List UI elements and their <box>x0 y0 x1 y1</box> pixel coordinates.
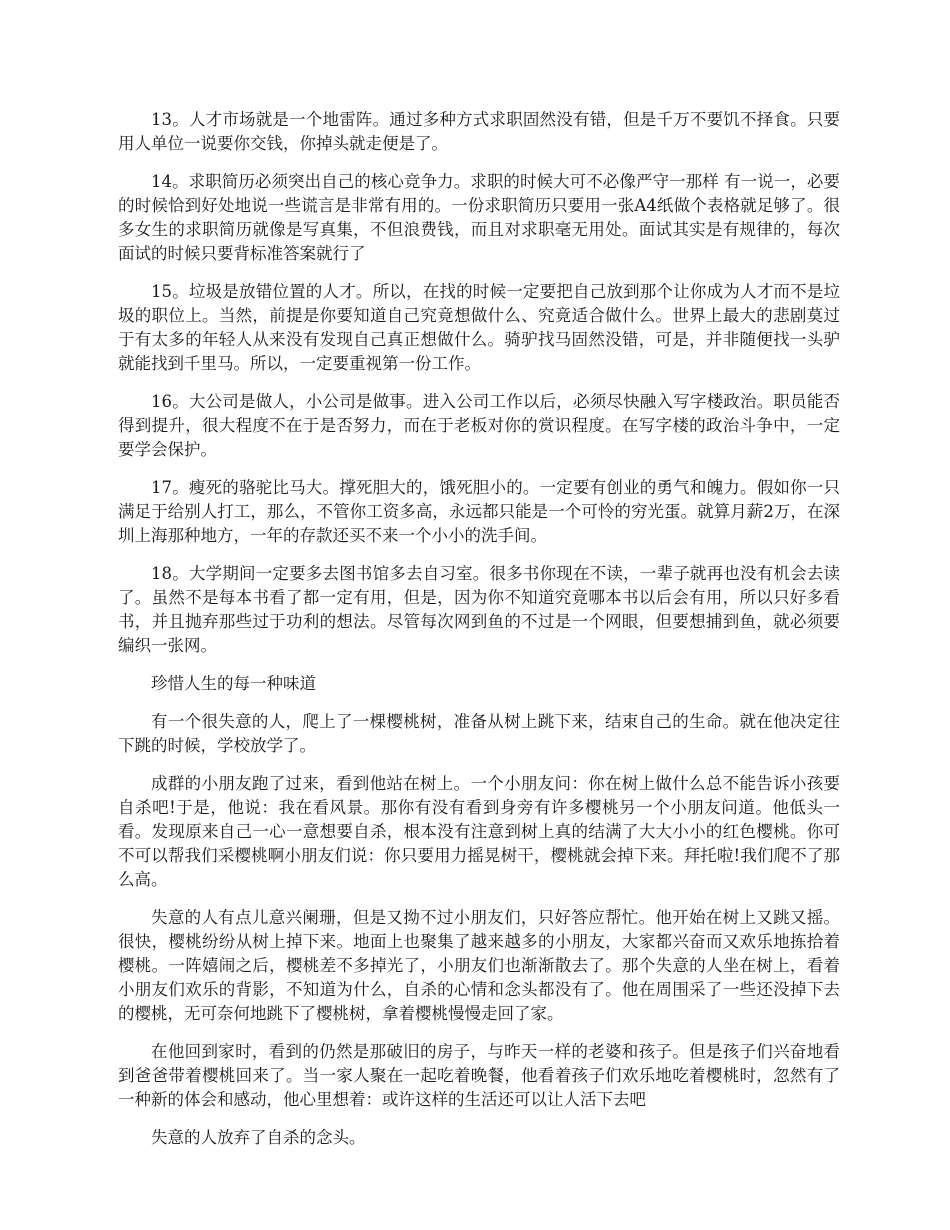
section-heading: 珍惜人生的每一种味道 <box>151 674 316 693</box>
paragraph-item-18: 18。大学期间一定要多去图书馆多去自习室。很多书你现在不读，一辈子就再也没有机会去读了。虽然不是每本书看了都一定有用，但是，因为你不知道究竟哪本书以后会有用，所以只好多看书，并且抛弃那些过于功利的想法。尽管每次网到鱼的不过是一个网眼，但要想捕到鱼，就必须要编织一张网。 <box>118 564 840 655</box>
document-page <box>118 108 840 1164</box>
paragraph-item-14: 14。求职简历必须突出自己的核心竞争力。求职的时候大可不必像严守一那样 有一说一，必要的时候恰到好处地说一些谎言是非常有用的。一份求职简历只要用一张A4纸做个表格就足够了。很多女生的求职简历就像是写真集，不但浪费钱，而且对求职毫无用处。面试其实是有规律的，每次面试的时候只要背标准答案就行了 <box>118 172 840 263</box>
story-paragraph-5: 失意的人放弃了自杀的念头。 <box>151 1128 366 1147</box>
paragraph-item-15: 15。垃圾是放错位置的人才。所以，在找的时候一定要把自己放到那个让你成为人才而不是垃圾的职位上。当然，前提是你要知道自己究竟想做什么、究竟适合做什么。世界上最大的悲剧莫过于有太多的年轻人从来没有发现自己真正想做什么。骑驴找马固然没错，可是，并非随便找一头驴就能找到千里马。所以，一定要重视第一份工作。 <box>118 282 840 373</box>
paragraph-item-13: 13。人才市场就是一个地雷阵。通过多种方式求职固然没有错，但是千万不要饥不择食。只要用人单位一说要你交钱，你掉头就走便是了。 <box>118 110 840 153</box>
story-paragraph-1: 有一个很失意的人，爬上了一棵樱桃树，准备从树上跳下来，结束自己的生命。就在他决定往下跳的时候，学校放学了。 <box>118 712 840 755</box>
paragraph-item-17: 17。瘦死的骆驼比马大。撑死胆大的，饿死胆小的。一定要有创业的勇气和魄力。假如你一只满足于给别人打工，那么，不管你工资多高，永远都只能是一个可怜的穷光蛋。就算月薪2万，在深圳上海那种地方，一年的存款还买不来一个小小的洗手间。 <box>118 478 840 545</box>
story-paragraph-2: 成群的小朋友跑了过来，看到他站在树上。一个小朋友问：你在树上做什么总不能告诉小孩要自杀吧!于是，他说：我在看风景。那你有没有看到身旁有许多樱桃另一个小朋友问道。他低头一看。发现原来自己一心一意想要自杀，根本没有注意到树上真的结满了大大小小的红色樱桃。你可不可以帮我们采樱桃啊小朋友们说：你只要用力摇晃树干，樱桃就会掉下来。拜托啦!我们爬不了那么高。 <box>118 774 840 889</box>
paragraph-item-16: 16。大公司是做人，小公司是做事。进入公司工作以后，必须尽快融入写字楼政治。职员能否得到提升，很大程度不在于是否努力，而在于老板对你的赏识程度。在写字楼的政治斗争中，一定要学会保护。 <box>118 392 840 459</box>
story-paragraph-3: 失意的人有点儿意兴阑珊，但是又拗不过小朋友们，只好答应帮忙。他开始在树上又跳又摇。很快，樱桃纷纷从树上掉下来。地面上也聚集了越来越多的小朋友，大家都兴奋而又欢乐地拣拾着樱桃。一阵嬉闹之后，樱桃差不多掉光了，小朋友们也渐渐散去了。那个失意的人坐在树上，看着小朋友们欢乐的背影，不知道为什么，自杀的心情和念头都没有了。他在周围采了一些还没掉下去的樱桃，无可奈何地跳下了樱桃树，拿着樱桃慢慢走回了家。 <box>118 908 840 1023</box>
story-paragraph-4: 在他回到家时，看到的仍然是那破旧的房子，与昨天一样的老婆和孩子。但是孩子们兴奋地看到爸爸带着樱桃回来了。当一家人聚在一起吃着晚餐，他看着孩子们欢乐地吃着樱桃时，忽然有了一种新的体会和感动，他心里想着：或许这样的生活还可以让人活下去吧 <box>118 1042 840 1109</box>
